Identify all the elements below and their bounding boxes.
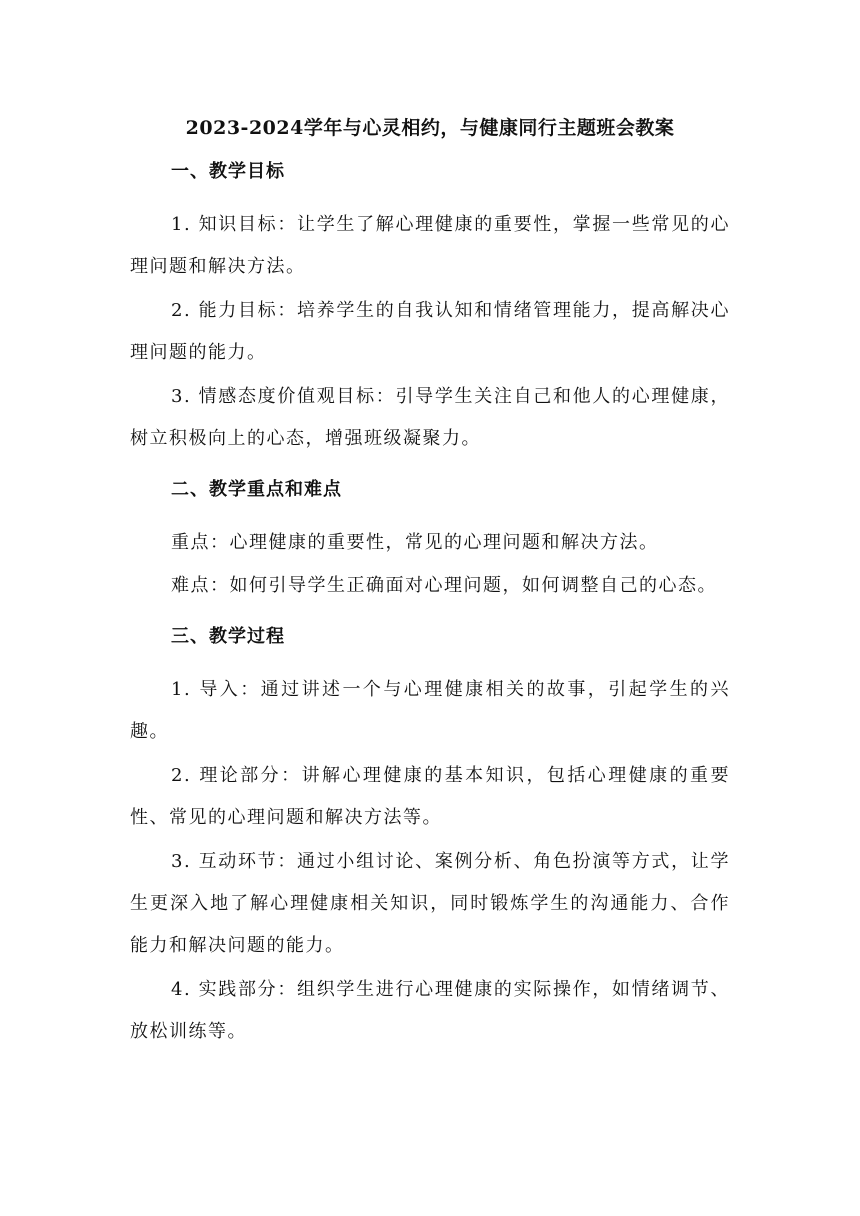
paragraph: 1. 导入：通过讲述一个与心理健康相关的故事，引起学生的兴趣。: [130, 679, 730, 742]
section-heading: 一、教学目标: [171, 161, 285, 182]
section-teaching-goals: [130, 160, 730, 460]
section-heading: 三、教学过程: [171, 626, 285, 647]
section-teaching-process: [130, 625, 730, 1053]
paragraph: 难点：如何引导学生正确面对心理问题，如何调整自己的心态。: [171, 575, 717, 596]
document-title: 2023-2024学年与心灵相约，与健康同行主题班会教案: [185, 117, 675, 139]
paragraph: 3. 情感态度价值观目标：引导学生关注自己和他人的心理健康，树立积极向上的心态，增强班级凝聚力。: [130, 386, 730, 449]
paragraph: 2. 理论部分：讲解心理健康的基本知识，包括心理健康的重要性、常见的心理问题和解决方法等。: [130, 765, 730, 828]
paragraph: 重点：心理健康的重要性，常见的心理问题和解决方法。: [171, 532, 659, 553]
paragraph: 2. 能力目标：培养学生的自我认知和情绪管理能力，提高解决心理问题的能力。: [130, 300, 730, 363]
section-heading: 二、教学重点和难点: [171, 479, 342, 500]
paragraph: 3. 互动环节：通过小组讨论、案例分析、角色扮演等方式，让学生更深入地了解心理健康相关知识，同时锻炼学生的沟通能力、合作能力和解决问题的能力。: [130, 851, 730, 956]
document-content: [130, 116, 730, 1055]
paragraph: 4. 实践部分：组织学生进行心理健康的实际操作，如情绪调节、放松训练等。: [130, 979, 730, 1042]
section-key-points: [130, 478, 730, 607]
paragraph: 1. 知识目标：让学生了解心理健康的重要性，掌握一些常见的心理问题和解决方法。: [130, 214, 730, 277]
